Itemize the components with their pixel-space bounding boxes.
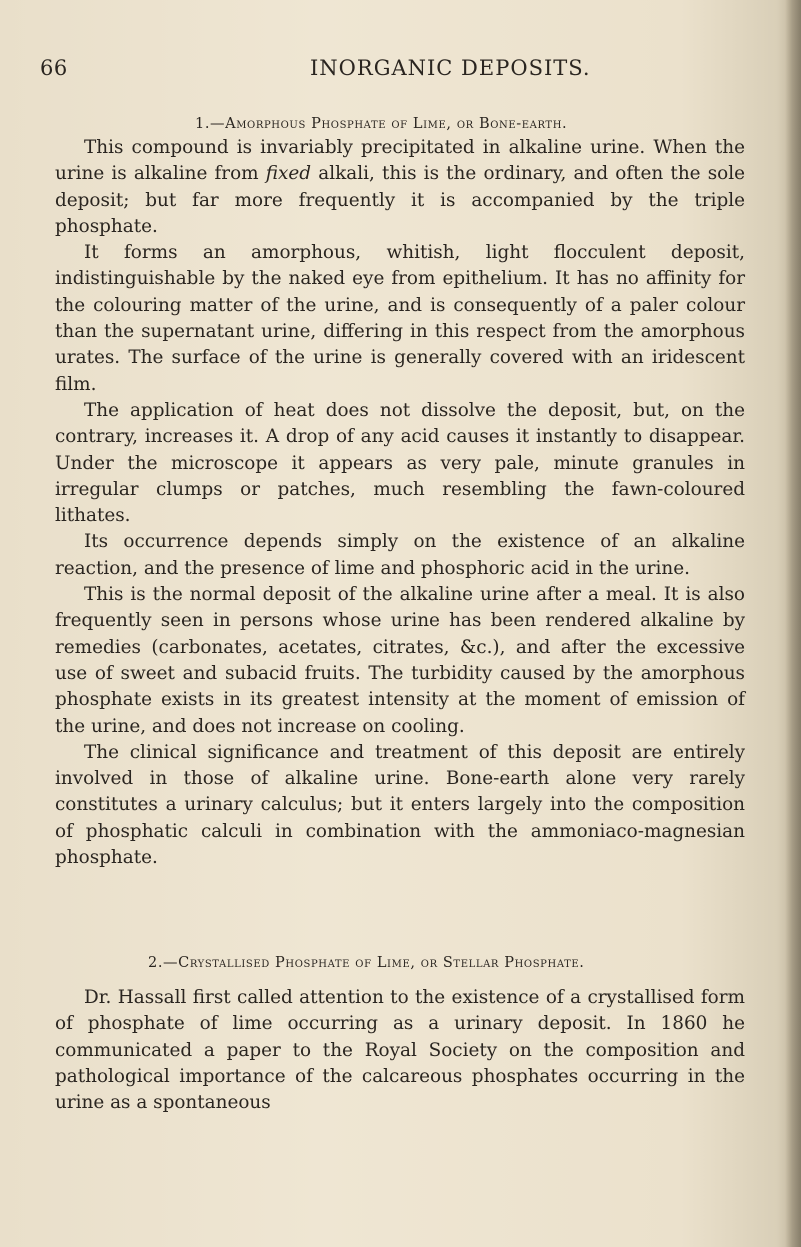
paragraph-text: This compound is invariably precipitated in alkaline urine. When the urine is alkaline from (55, 137, 745, 185)
emphasis-text: fixed (265, 163, 312, 185)
section-1-body (55, 135, 745, 871)
section-2-heading-text: 2.—Crystallised Phosphate of Lime, or Stellar Phosphate. (148, 955, 585, 971)
running-title: INORGANIC DEPOSITS. (310, 56, 591, 80)
paragraph: Its occurrence depends simply on the existence of an alkaline reaction, and the presence of lime and phosphoric acid in the urine. (55, 531, 745, 579)
paragraph (55, 135, 745, 240)
paragraph: This is the normal deposit of the alkaline urine after a meal. It is also frequently seen in persons whose urine has been rendered alkaline by remedies (carbonates, acetates, citrates, &c.), and after the excessive use of sweet and subacid fruits. The turbidity caused by the amorphous phosphate exists in its greatest intensity at the moment of emission of the urine, and does not increase on cooling. (55, 584, 745, 737)
paragraph: The application of heat does not dissolve the deposit, but, on the contrary, increases it. A drop of any acid causes it instantly to disappear. Under the microscope it appears as very pale, minute granules in irregular clumps or patches, much resembling the fawn-coloured lithates. (55, 399, 745, 527)
page-header (0, 56, 801, 82)
paragraph: It forms an amorphous, whitish, light flocculent deposit, indistinguishable by the naked eye from epithelium. It has no affinity for the colouring matter of the urine, and is consequently of a paler colour than the supernatant urine, differing in this respect from the amorphous urates. The surface of the urine is generally covered with an iridescent film. (55, 242, 745, 395)
page-edge-shadow (785, 0, 801, 1247)
paragraph-text: alkali, this is the ordinary, and often the sole deposit; but far more frequently it is accompanied by the triple phosphate. (55, 163, 745, 237)
page-number: 66 (40, 56, 68, 80)
section-2-body (55, 985, 745, 1116)
paragraph: Dr. Hassall first called attention to the existence of a crystallised form of phosphate of lime occurring as a urinary deposit. In 1860 he communicated a paper to the Royal Society on the composition and pathological importance of the calcareous phosphates occurring in the urine as a spontaneous (55, 987, 745, 1114)
section-1-heading-text: 1.—Amorphous Phosphate of Lime, or Bone-earth. (195, 116, 568, 132)
paragraph: The clinical significance and treatment of this deposit are entirely involved in those of alkaline urine. Bone-earth alone very rarely constitutes a urinary calculus; but it enters largely into the composition of phosphatic calculi in combination with the ammoniaco-magnesian phosphate. (55, 741, 745, 869)
